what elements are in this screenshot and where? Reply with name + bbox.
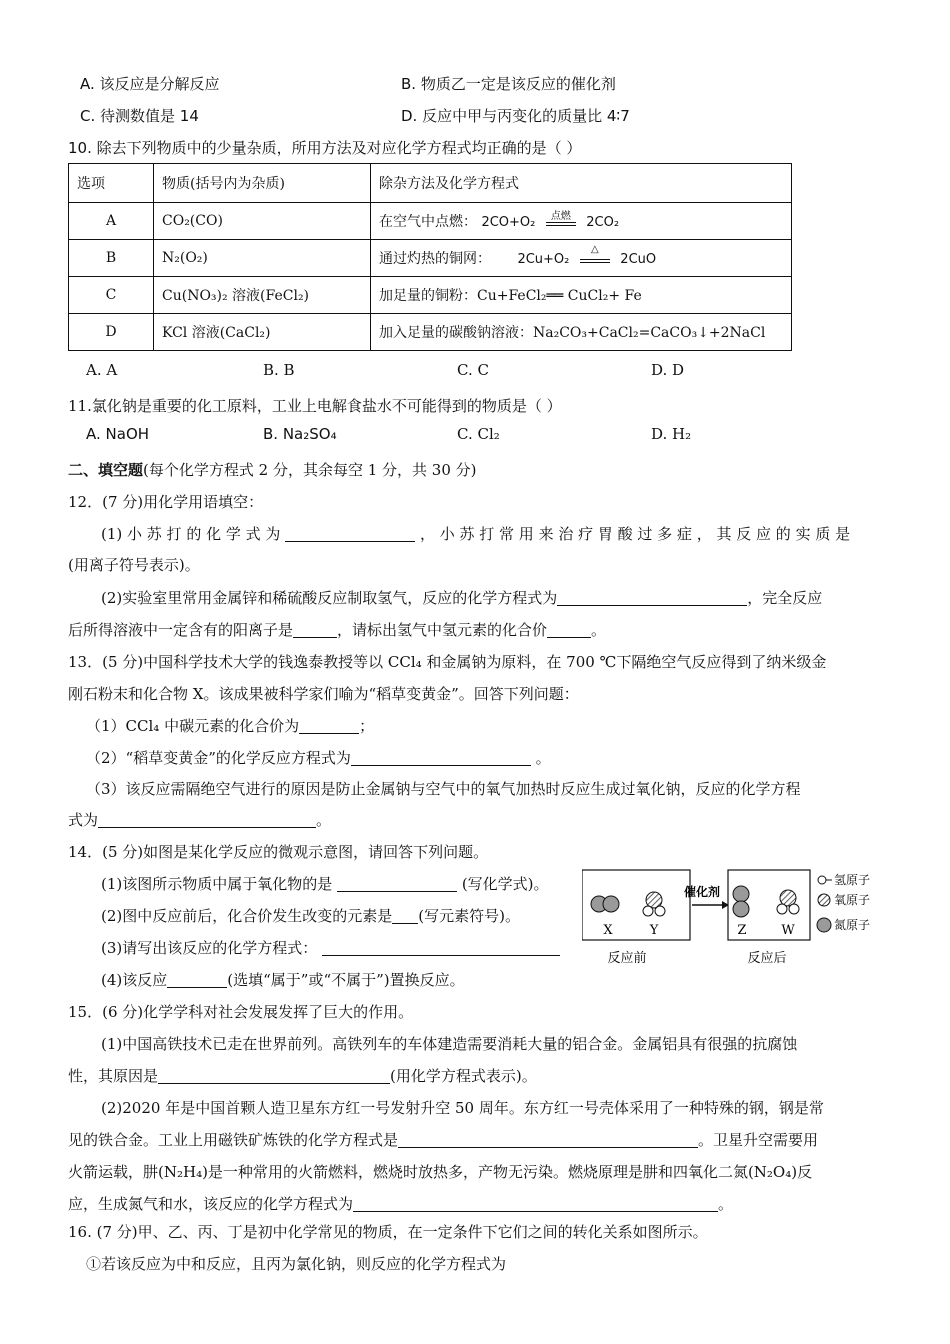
answer-blank[interactable] bbox=[98, 811, 316, 828]
q14-part1 bbox=[101, 874, 549, 894]
row-substance: KCl 溶液(CaCl₂) bbox=[154, 314, 371, 351]
reaction-condition bbox=[544, 213, 578, 231]
q15-part2: (2)2020 年是中国首颗人造卫星东方红一号发射升空 50 周年。东方红一号壳体采用了一种特殊的钢，钢是常 bbox=[101, 1099, 824, 1117]
row-method: 加入足量的碳酸钠溶液：Na₂CO₃+CaCl₂=CaCO₃↓+2NaCl bbox=[371, 314, 792, 351]
row-option: A bbox=[69, 203, 154, 240]
label-z: Z bbox=[737, 923, 747, 938]
q15-part1: (1)中国高铁技术已走在世界前列。高铁列车的车体建造需要消耗大量的铝合金。金属铝具有很强的抗腐蚀 bbox=[101, 1035, 798, 1053]
q14-p3-text: (3)请写出该反应的化学方程式： bbox=[101, 939, 318, 957]
answer-blank[interactable] bbox=[293, 621, 337, 638]
legend-oxygen: 氧原子 bbox=[834, 893, 871, 907]
equation-left: 2Cu+O₂ bbox=[517, 252, 570, 267]
q13-p1-text-2: ； bbox=[359, 717, 375, 735]
q11-answer-d: D. H₂ bbox=[651, 425, 692, 443]
q12-part2-cont bbox=[68, 620, 606, 640]
answer-blank[interactable] bbox=[547, 621, 591, 638]
q12-p2-text-2: ，完全反应 bbox=[747, 589, 823, 607]
q13-part3: （3）该反应需隔绝空气进行的原因是防止金属钠与空气中的氧气加热时反应生成过氧化钠，反应的化学方程 bbox=[86, 780, 801, 798]
q15-part2-cont bbox=[68, 1130, 818, 1150]
q15-part2-line4 bbox=[68, 1194, 733, 1214]
q14-part4 bbox=[101, 970, 465, 990]
q15-stem: 15．(6 分)化学学科对社会发展发挥了巨大的作用。 bbox=[68, 1003, 414, 1021]
row-substance: Cu(NO₃)₂ 溶液(FeCl₂) bbox=[154, 277, 371, 314]
q11-answer-c: C. Cl₂ bbox=[457, 425, 500, 443]
q12-stem: 12．(7 分)用化学用语填空： bbox=[68, 493, 264, 511]
q15-p2-text-4: 。 bbox=[718, 1195, 734, 1213]
hydrogen-atom-icon bbox=[655, 906, 665, 916]
q11-answer-b: B. Na₂SO₄ bbox=[263, 425, 337, 443]
q12-p1-text: (1) 小 苏 打 的 化 学 式 为 bbox=[101, 525, 281, 543]
legend-oxygen-icon bbox=[818, 894, 830, 906]
q13-stem-1: 13．(5 分)中国科学技术大学的钱逸泰教授等以 CCl₄ 和金属钠为原料，在 700 ℃下隔绝空气反应得到了纳米级金 bbox=[68, 653, 827, 671]
q12-p2-text-4: ，请标出氢气中氢元素的化合价 bbox=[337, 621, 548, 639]
q13-p3-text-2: 。 bbox=[316, 811, 332, 829]
q13-p2-text: （2）“稻草变黄金”的化学反应方程式为 bbox=[86, 749, 351, 767]
reaction-diagram-svg bbox=[582, 868, 892, 978]
row-option: C bbox=[69, 277, 154, 314]
legend-hydrogen-icon bbox=[818, 876, 826, 884]
section-heading bbox=[68, 460, 477, 480]
row-method: 加足量的铜粉：Cu+FeCl₂══ CuCl₂+ Fe bbox=[371, 277, 792, 314]
q13-stem-2: 刚石粉末和化合物 X。该成果被科学家们喻为“稻草变黄金”。回答下列问题： bbox=[68, 685, 579, 703]
legend-nitrogen: 氮原子 bbox=[834, 918, 871, 932]
row-option: D bbox=[69, 314, 154, 351]
section-note: (每个化学方程式 2 分，其余每空 1 分，共 30 分) bbox=[143, 461, 477, 479]
nitrogen-atom-icon bbox=[733, 901, 749, 917]
row-substance: N₂(O₂) bbox=[154, 240, 371, 277]
answer-blank[interactable] bbox=[353, 1195, 718, 1212]
table-row bbox=[69, 240, 792, 277]
table-header-option: 选项 bbox=[69, 164, 154, 203]
q12-p2-text-3: 后所得溶液中一定含有的阳离子是 bbox=[68, 621, 294, 639]
label-y: Y bbox=[649, 923, 659, 938]
q14-p2-text-2: (写元素符号)。 bbox=[418, 907, 520, 925]
reaction-condition bbox=[578, 244, 612, 268]
q12-p1-tail: (用离子符号表示)。 bbox=[68, 556, 200, 574]
q16-part1: ①若该反应为中和反应，且丙为氯化钠，则反应的化学方程式为 bbox=[86, 1255, 507, 1273]
q14-p4-text-2: (选填“属于”或“不属于”)置换反应。 bbox=[227, 971, 465, 989]
table-header-substance: 物质(括号内为杂质) bbox=[154, 164, 371, 203]
equation-right: 2CO₂ bbox=[586, 215, 620, 230]
condition-label: 点燃 bbox=[550, 211, 571, 222]
q15-p1-text: 性，其原因是 bbox=[68, 1067, 159, 1085]
q10-answer-c: C. C bbox=[457, 361, 489, 379]
after-caption: 反应后 bbox=[747, 951, 787, 966]
q13-p2-text-2: 。 bbox=[535, 749, 551, 767]
q14-p1-text: (1)该图所示物质中属于氧化物的是 bbox=[101, 875, 333, 893]
q11-stem: 11.氯化钠是重要的化工原料，工业上电解食盐水不可能得到的物质是（ ） bbox=[68, 397, 562, 415]
q10-stem: 10. 除去下列物质中的少量杂质，所用方法及对应化学方程式均正确的是（ ） bbox=[68, 139, 582, 157]
before-caption: 反应前 bbox=[607, 951, 647, 966]
legend-hydrogen: 氢原子 bbox=[834, 873, 871, 887]
method-text: 在空气中点燃： bbox=[379, 214, 477, 230]
answer-blank[interactable] bbox=[158, 1067, 390, 1084]
label-w: W bbox=[781, 923, 795, 938]
answer-blank[interactable] bbox=[557, 589, 747, 606]
hydrogen-atom-icon bbox=[789, 904, 799, 914]
q9-option-c: C. 待测数值是 14 bbox=[80, 107, 199, 125]
q16-stem: 16. (7 分)甲、乙、丙、丁是初中化学常见的物质，在一定条件下它们之间的转化关系如图所示。 bbox=[68, 1223, 708, 1241]
answer-blank[interactable] bbox=[285, 525, 415, 542]
q14-stem: 14．(5 分)如图是某化学反应的微观示意图，请回答下列问题。 bbox=[68, 843, 489, 861]
table-row bbox=[69, 314, 792, 351]
q12-p2-text-5: 。 bbox=[591, 621, 607, 639]
q12-part1 bbox=[101, 524, 850, 544]
q9-option-b: B. 物质乙一定是该反应的催化剂 bbox=[401, 75, 616, 93]
legend-nitrogen-icon bbox=[817, 918, 831, 932]
q14-p1-text-2: (写化学式)。 bbox=[461, 875, 549, 893]
equation-left: 2CO+O₂ bbox=[481, 215, 536, 230]
row-option: B bbox=[69, 240, 154, 277]
q11-answer-a: A. NaOH bbox=[86, 425, 150, 443]
row-substance: CO₂(CO) bbox=[154, 203, 371, 240]
answer-blank[interactable] bbox=[322, 939, 560, 956]
section-title: 二、填空题 bbox=[68, 461, 144, 479]
q15-p1-text-2: (用化学方程式表示)。 bbox=[390, 1067, 537, 1085]
q10-table bbox=[68, 163, 792, 351]
answer-blank[interactable] bbox=[398, 1131, 698, 1148]
q15-p2-text-2: 。卫星升空需要用 bbox=[698, 1131, 819, 1149]
q15-p2-text-3: 应，生成氮气和水，该反应的化学方程式为 bbox=[68, 1195, 354, 1213]
q14-part2 bbox=[101, 906, 520, 926]
q13-part1 bbox=[86, 716, 374, 736]
q15-p2-text: 见的铁合金。工业上用磁铁矿炼铁的化学方程式是 bbox=[68, 1131, 399, 1149]
q15-part1-cont bbox=[68, 1066, 537, 1086]
table-header-method: 除杂方法及化学方程式 bbox=[371, 164, 792, 203]
q14-p2-text: (2)图中反应前后，化合价发生改变的元素是 bbox=[101, 907, 393, 925]
q10-answer-a: A. A bbox=[86, 361, 118, 379]
q13-part3-cont bbox=[68, 810, 331, 830]
answer-blank[interactable] bbox=[351, 749, 531, 766]
q12-p1-text-2: ， 小 苏 打 常 用 来 治 疗 胃 酸 过 多 症 ， 其 反 应 的 实 质 是 bbox=[419, 525, 851, 543]
reaction-diagram bbox=[582, 868, 892, 978]
table-row bbox=[69, 277, 792, 314]
nitrogen-atom-icon bbox=[733, 886, 749, 902]
q13-part2 bbox=[86, 748, 551, 768]
q9-option-a: A. 该反应是分解反应 bbox=[80, 75, 220, 93]
method-text: 通过灼热的铜网： bbox=[379, 251, 491, 267]
answer-blank[interactable] bbox=[299, 717, 359, 734]
answer-blank[interactable] bbox=[337, 875, 457, 892]
hydrogen-atom-icon bbox=[643, 906, 653, 916]
q14-part3 bbox=[101, 938, 560, 958]
equation-right: 2CuO bbox=[620, 252, 657, 267]
label-x: X bbox=[603, 923, 613, 938]
q12-part2 bbox=[101, 588, 822, 608]
q9-option-d: D. 反应中甲与丙变化的质量比 4∶7 bbox=[401, 107, 630, 125]
row-method bbox=[371, 240, 792, 277]
q10-answer-d: D. D bbox=[651, 361, 685, 379]
table-row bbox=[69, 203, 792, 240]
answer-blank[interactable] bbox=[392, 907, 418, 924]
q10-answer-b: B. B bbox=[263, 361, 295, 379]
q13-p3-text: 式为 bbox=[68, 811, 99, 829]
row-method bbox=[371, 203, 792, 240]
q15-part2-line3: 火箭运载，肼(N₂H₄)是一种常用的火箭燃料，燃烧时放热多，产物无污染。燃烧原理是肼和四氧化二氮(N₂O₄)反 bbox=[68, 1163, 813, 1181]
catalyst-label: 催化剂 bbox=[683, 885, 721, 899]
answer-blank[interactable] bbox=[167, 971, 227, 988]
q12-p2-text: (2)实验室里常用金属锌和稀硫酸反应制取氢气，反应的化学方程式为 bbox=[101, 589, 558, 607]
q13-p1-text: （1）CCl₄ 中碳元素的化合价为 bbox=[86, 717, 300, 735]
q14-p4-text: (4)该反应 bbox=[101, 971, 168, 989]
condition-label: △ bbox=[590, 244, 599, 255]
nitrogen-atom-icon bbox=[603, 896, 619, 912]
hydrogen-atom-icon bbox=[777, 904, 787, 914]
